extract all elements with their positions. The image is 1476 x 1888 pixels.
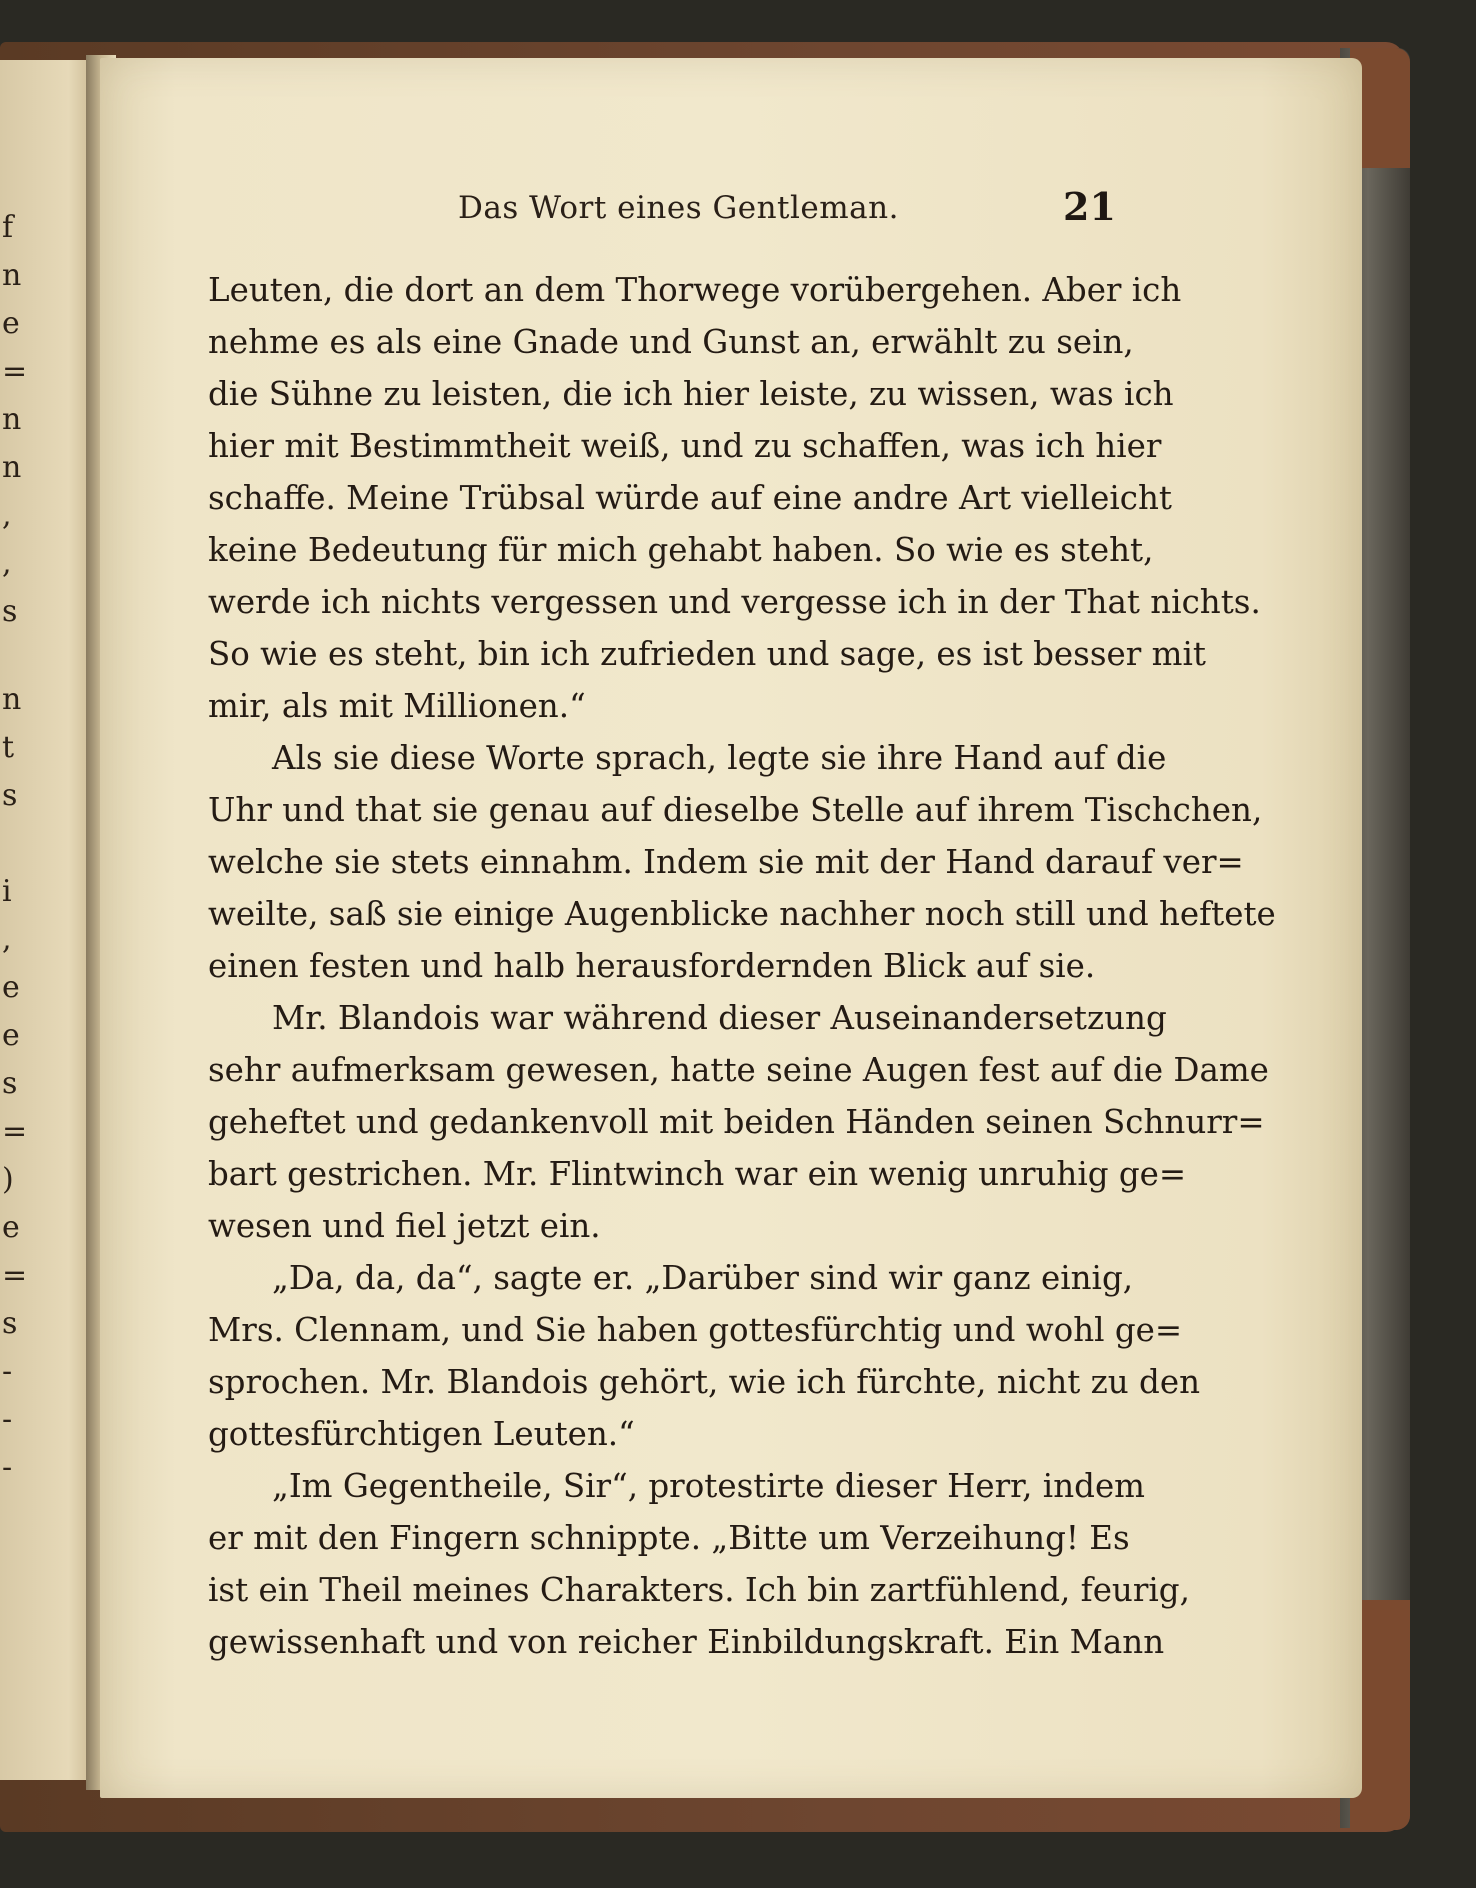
left-page-fragment: , [2, 498, 12, 533]
left-page-fragment: , [2, 546, 12, 581]
text-line: Uhr und that sie genau auf dieselbe Stelle auf ihrem Tischchen, [208, 791, 1263, 829]
text-line: mir, als mit Millionen.“ [208, 687, 586, 725]
running-head: Das Wort eines Gentleman. [458, 190, 899, 226]
text-line: Mr. Blandois war während dieser Auseinandersetzung [272, 999, 1167, 1037]
text-line: „Im Gegentheile, Sir“, protestirte dieser Herr, indem [272, 1467, 1145, 1505]
left-page-fragment: n [2, 402, 22, 437]
left-page-fragment: - [2, 1402, 13, 1437]
text-line: gewissenhaft und von reicher Einbildungskraft. Ein Mann [208, 1623, 1165, 1661]
left-page-fragment: n [2, 258, 22, 293]
text-line: Mrs. Clennam, und Sie haben gottesfürchtig und wohl ge= [208, 1311, 1183, 1349]
text-line: sehr aufmerksam gewesen, hatte seine Augen fest auf die Dame [208, 1051, 1269, 1089]
text-line: So wie es steht, bin ich zufrieden und sage, es ist besser mit [208, 635, 1206, 673]
text-line: einen festen und halb herausfordernden Blick auf sie. [208, 947, 1096, 985]
text-line: er mit den Fingern schnippte. „Bitte um Verzeihung! Es [208, 1519, 1130, 1557]
text-line: bart gestrichen. Mr. Flintwinch war ein wenig unruhig ge= [208, 1155, 1187, 1193]
left-page-fragment: e [2, 306, 20, 341]
text-line: hier mit Bestimmtheit weiß, und zu schaffen, was ich hier [208, 427, 1162, 465]
text-line: weilte, saß sie einige Augenblicke nachher noch still und heftete [208, 895, 1276, 933]
left-page-fragment: = [2, 1114, 28, 1149]
left-page-fragment: - [2, 1354, 13, 1389]
text-line: sprochen. Mr. Blandois gehört, wie ich fürchte, nicht zu den [208, 1363, 1201, 1401]
text-line: nehme es als eine Gnade und Gunst an, erwählt zu sein, [208, 323, 1134, 361]
left-page-fragment: ) [2, 1162, 14, 1197]
left-page-fragment: e [2, 1018, 20, 1053]
text-line: werde ich nichts vergessen und vergesse ich in der That nichts. [208, 583, 1261, 621]
left-page-fragment: e [2, 1210, 20, 1245]
text-line: „Da, da, da“, sagte er. „Darüber sind wir ganz einig, [272, 1259, 1134, 1297]
text-line: keine Bedeutung für mich gehabt haben. So wie es steht, [208, 531, 1154, 569]
text-line: ist ein Theil meines Charakters. Ich bin zartfühlend, feurig, [208, 1571, 1190, 1609]
text-line: gottesfürchtigen Leuten.“ [208, 1415, 635, 1453]
left-page-fragment: = [2, 354, 28, 389]
text-line: die Sühne zu leisten, die ich hier leiste, zu wissen, was ich [208, 375, 1174, 413]
text-line: Als sie diese Worte sprach, legte sie ihre Hand auf die [272, 739, 1167, 777]
text-line: schaffe. Meine Trübsal würde auf eine andre Art vielleicht [208, 479, 1172, 517]
left-page-fragment: s [2, 594, 18, 629]
left-page-fragment: i [2, 874, 12, 909]
left-page-fragment: t [2, 730, 15, 765]
left-page-fragment: s [2, 778, 18, 813]
left-page-fragment: f [2, 210, 14, 245]
left-page-fragment: - [2, 1450, 13, 1485]
left-page-fragment: s [2, 1306, 18, 1341]
text-line: wesen und fiel jetzt ein. [208, 1207, 601, 1245]
text-line: welche sie stets einnahm. Indem sie mit der Hand darauf ver= [208, 843, 1244, 881]
page-number: 21 [1063, 184, 1116, 229]
text-line: geheftet und gedankenvoll mit beiden Händen seinen Schnurr= [208, 1103, 1265, 1141]
left-page-fragment: e [2, 970, 20, 1005]
left-page-fragment: n [2, 682, 22, 717]
text-line: Leuten, die dort an dem Thorwege vorübergehen. Aber ich [208, 271, 1182, 309]
left-page-fragment: n [2, 450, 22, 485]
left-page-fragment: s [2, 1066, 18, 1101]
left-page [0, 60, 98, 1780]
left-page-fragment: = [2, 1258, 28, 1293]
left-page-fragment: , [2, 922, 12, 957]
